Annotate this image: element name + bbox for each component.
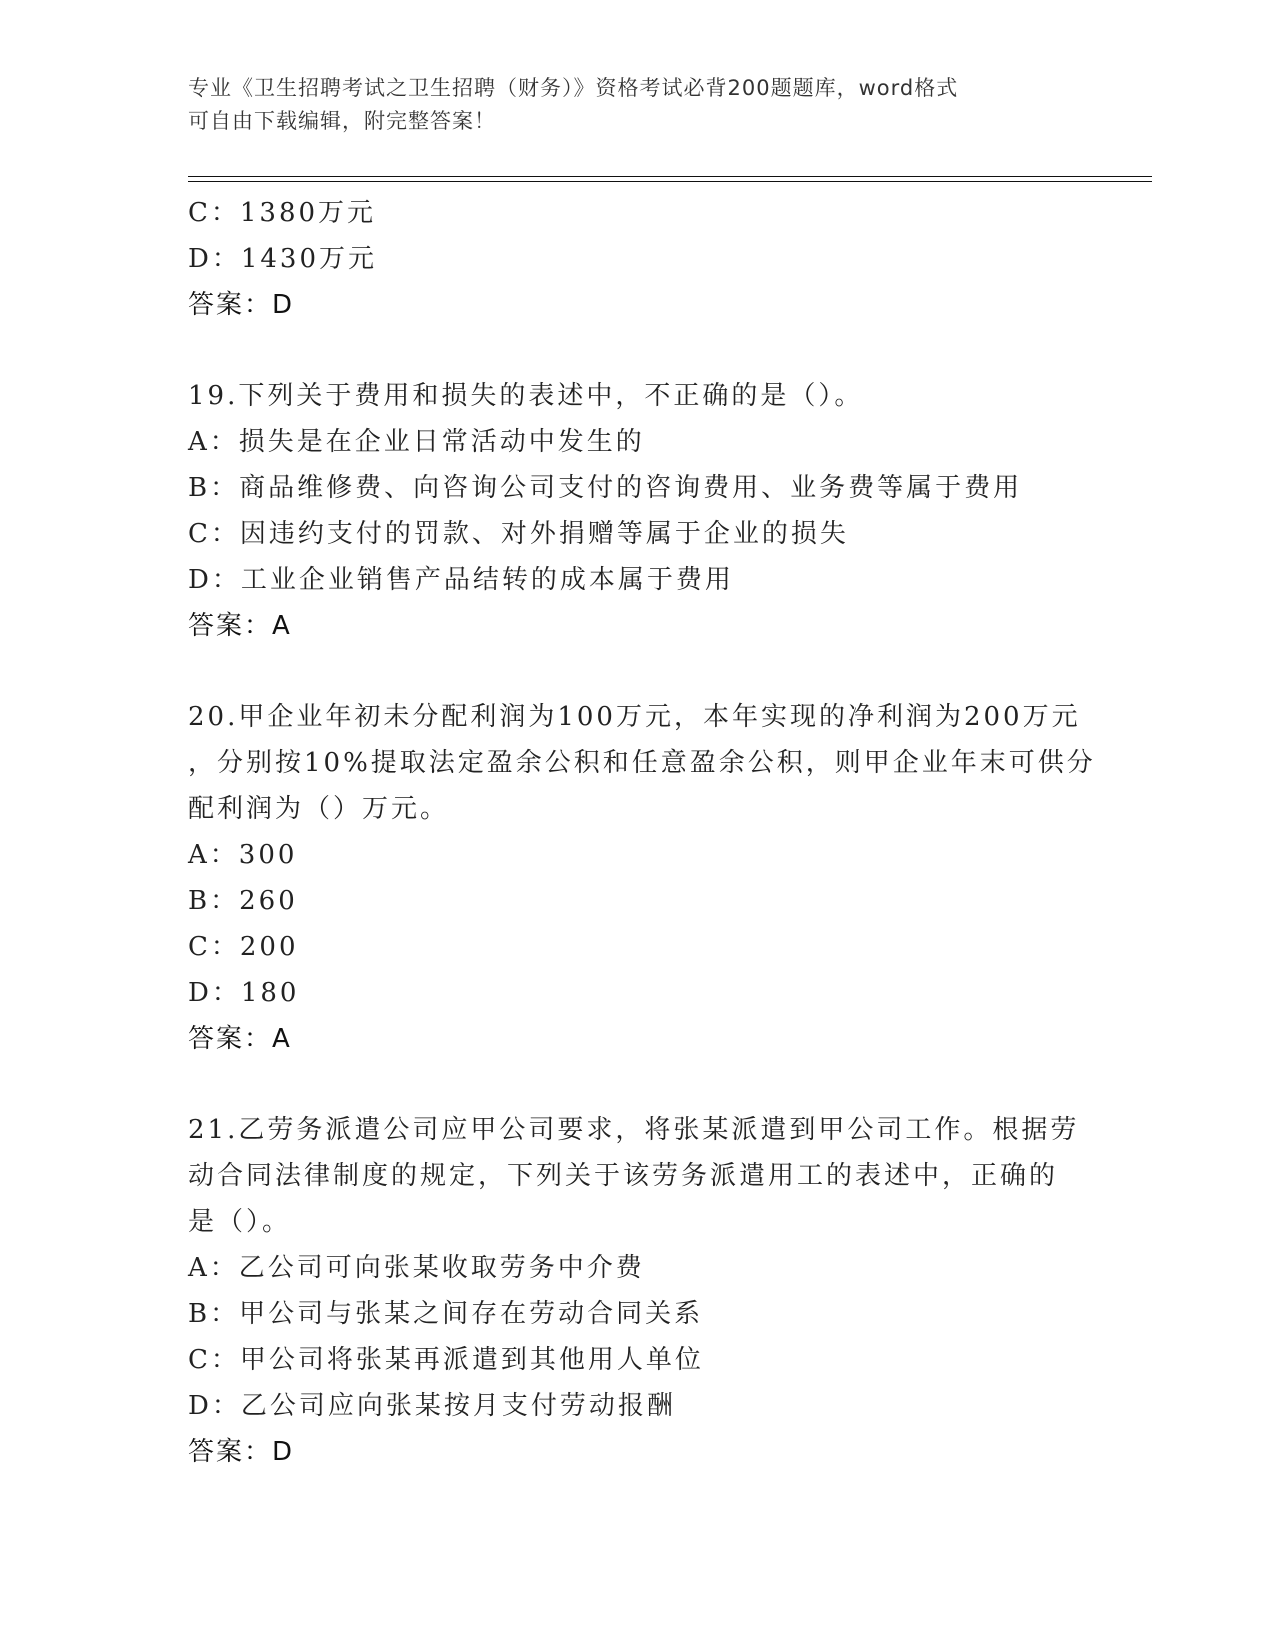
header-line-2: 可自由下载编辑，附完整答案！ xyxy=(188,109,496,133)
option-c: C：200 xyxy=(188,932,299,962)
option-c: C：甲公司将张某再派遣到其他用人单位 xyxy=(188,1345,704,1375)
question-text-line-3: 是（）。 xyxy=(188,1207,292,1237)
option-b: B：商品维修费、向咨询公司支付的咨询费用、业务费等属于费用 xyxy=(188,473,1023,503)
option-c: C：因违约支付的罚款、对外捐赠等属于企业的损失 xyxy=(188,519,849,549)
spacer xyxy=(188,328,1088,373)
question-text-line-3: 配利润为（）万元。 xyxy=(188,794,450,824)
spacer xyxy=(188,649,1088,694)
question-text: 19.下列关于费用和损失的表述中，不正确的是（）。 xyxy=(188,381,864,411)
header-divider-bottom xyxy=(188,181,1152,182)
document-header xyxy=(188,72,1088,138)
option-a: A：乙公司可向张某收取劳务中介费 xyxy=(188,1253,645,1283)
question-text-line-1: 20.甲企业年初未分配利润为100万元，本年实现的净利润为200万元 xyxy=(188,702,1081,732)
option-d: D：180 xyxy=(188,978,300,1008)
option-d: D：工业企业销售产品结转的成本属于费用 xyxy=(188,565,734,595)
answer-label: 答案：D xyxy=(188,1437,295,1467)
spacer xyxy=(188,1062,1088,1107)
header-line-1: 专业《卫生招聘考试之卫生招聘（财务）》资格考试必背200题题库，word格式 xyxy=(188,76,959,100)
option-a: A：300 xyxy=(188,840,298,870)
option-a: A：损失是在企业日常活动中发生的 xyxy=(188,427,645,457)
answer-label: 答案：D xyxy=(188,290,295,320)
answer-label: 答案：A xyxy=(188,1024,292,1054)
prev-question-block xyxy=(188,190,1088,328)
option-b: B：甲公司与张某之间存在劳动合同关系 xyxy=(188,1299,704,1329)
question-20-block xyxy=(188,694,1096,1062)
option-c: C：1380万元 xyxy=(188,198,377,228)
question-21-block xyxy=(188,1107,1088,1475)
question-text-line-2: 动合同法律制度的规定，下列关于该劳务派遣用工的表述中，正确的 xyxy=(188,1161,1059,1191)
option-b: B：260 xyxy=(188,886,298,916)
question-19-block xyxy=(188,373,1088,649)
question-content xyxy=(188,190,1096,1475)
question-text-line-2: ，分别按10%提取法定盈余公积和任意盈余公积，则甲企业年末可供分 xyxy=(188,748,1096,778)
option-d: D：1430万元 xyxy=(188,244,378,274)
option-d: D：乙公司应向张某按月支付劳动报酬 xyxy=(188,1391,676,1421)
answer-label: 答案：A xyxy=(188,611,292,641)
header-divider-top xyxy=(188,176,1152,177)
question-text-line-1: 21.乙劳务派遣公司应甲公司要求，将张某派遣到甲公司工作。根据劳 xyxy=(188,1115,1080,1145)
